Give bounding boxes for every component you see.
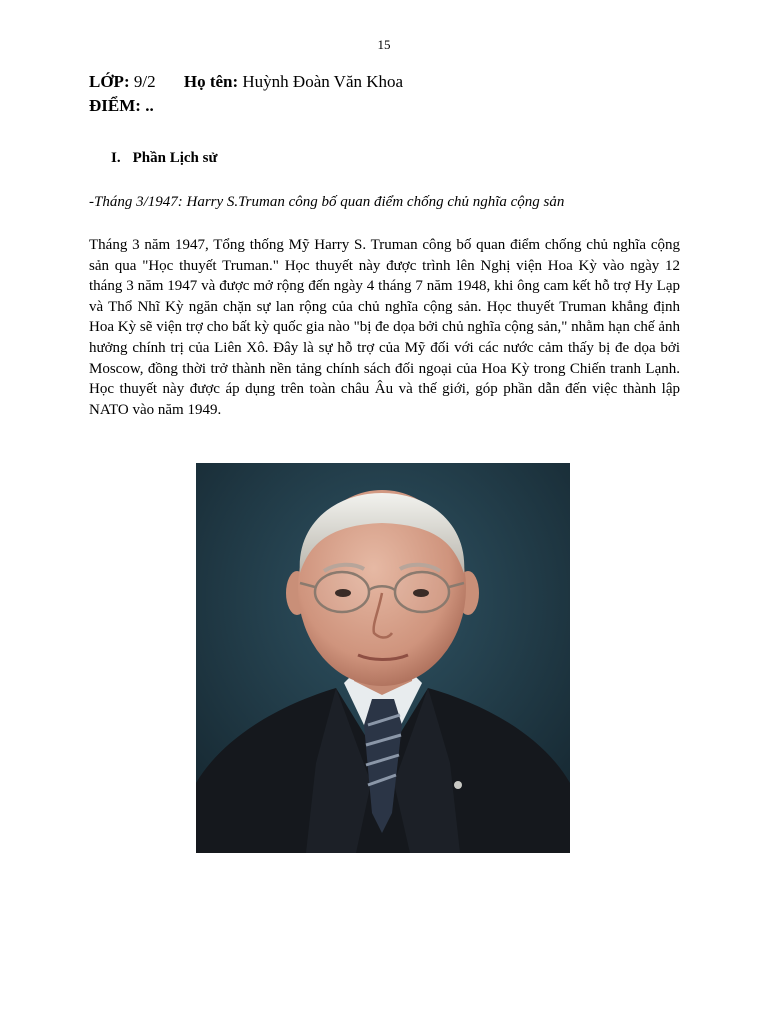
body-paragraph: Tháng 3 năm 1947, Tổng thống Mỹ Harry S. Truman công bố quan điểm chống chủ nghĩa cộng sản qua "Học thuyết Truman." Học thuyết này được trình lên Nghị viện Hoa Kỳ vào ngày 12 tháng 3 năm 1947 và được mở rộng đến ngày 4 tháng 7 năm 1948, khi ông cam kết hỗ trợ Hy Lạp và Thổ Nhĩ Kỳ ngăn chặn sự lan rộng của chủ nghĩa cộng sản. Học thuyết Truman khẳng định Hoa Kỳ sẽ viện trợ cho bất kỳ quốc gia nào "bị đe dọa bởi chủ nghĩa cộng sản," nhằm hạn chế ảnh hưởng chính trị của Liên Xô. Đây là sự hỗ trợ của Mỹ đối với các nước cảm thấy bị đe dọa bởi Moscow, đồng thời trở thành nền tảng chính sách đối ngoại của Hoa Kỳ trong Chiến tranh Lạnh. Học thuyết này được áp dụng trên toàn châu Âu và thế giới, góp phần dẫn đến việc thành lập NATO vào năm 1949. (89, 237, 680, 418)
portrait-photo (196, 463, 570, 853)
section-title: Phần Lịch sử (132, 150, 218, 166)
student-name: Huỳnh Đoàn Văn Khoa (242, 72, 404, 91)
class-label: LỚP: (89, 72, 130, 91)
name-label: Họ tên: (183, 72, 239, 91)
score-line (89, 96, 154, 116)
page-number: 15 (377, 37, 391, 52)
event-subheading: -Tháng 3/1947: Harry S.Truman công bố quan điểm chống chủ nghĩa cộng sản (89, 194, 565, 210)
score-label: ĐIỂM: .. (89, 96, 154, 115)
class-value: 9/2 (133, 72, 156, 91)
student-info-line (89, 72, 403, 92)
section-heading (111, 150, 217, 167)
section-numeral: I. (111, 150, 121, 166)
portrait-illustration (196, 463, 570, 853)
